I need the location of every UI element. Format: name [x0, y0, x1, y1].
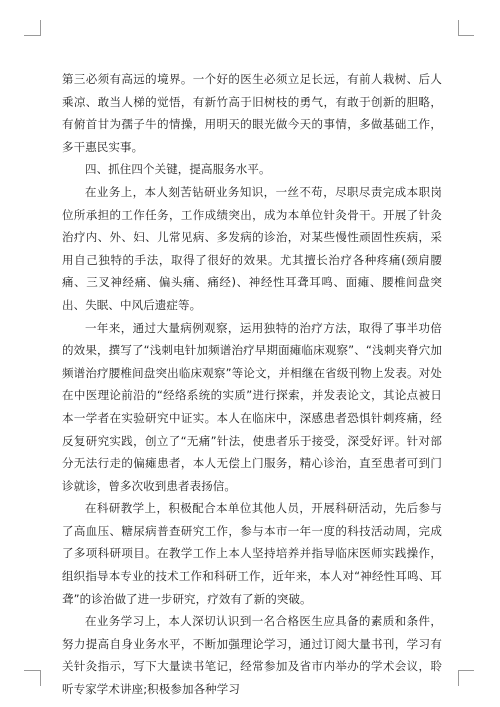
- document-body: [62, 68, 442, 701]
- crop-mark-bottom-left: [24, 670, 40, 671]
- crop-mark-bottom-right: [458, 670, 474, 671]
- crop-mark-bottom-left: [40, 670, 41, 686]
- crop-mark-top-right: [458, 20, 459, 36]
- section-heading: 四、抓住四个关键，提高服务水平。: [85, 162, 271, 177]
- paragraph: 在业务上，本人刻苦钻研业务知识，一丝不苟，尽职尽责完成本职岗位所承担的工作任务，工作成绩突出，成为本单位针灸骨干。开展了针灸治疗内、外、妇、儿常见病、多发病的诊治，对某些慢性顽固性疾病，采用自己独特的手法，取得了很好的效果。尤其擅长治疗各种疼痛(颈肩腰痛、三叉神经痛、偏头痛、痛经)、神经性耳聋耳鸣、面瘫、腰椎间盘突出、失眠、中风后遗症等。: [62, 184, 442, 312]
- paragraph: 一年来，通过大量病例观察，运用独特的治疗方法，取得了事半功倍的效果，撰写了“浅刺电针加频谱治疗早期面瘫临床观察”、“浅刺夹脊穴加频谱治疗腰椎间盘突出临床观察”等论文，并相继在省级刊物上发表。对处在中医理论前沿的“经络系统的实质”进行探索，并发表论文，其论点被日本一学者在实验研究中证实。本人在临床中，深感患者恐惧针刺疼痛，经反复研究实践，创立了“无痛”针法，使患者乐于接受，深受好评。针对部分无法行走的偏瘫患者，本人无偿上门服务，精心诊治，直至患者可到门诊就诊，曾多次收到患者表扬信。: [62, 320, 442, 493]
- crop-mark-bottom-right: [458, 670, 459, 686]
- paragraph: 在科研教学上，积极配合本单位其他人员，开展科研活动，先后参与了高血压、糖尿病普查研究工作，参与本市一年一度的科技活动周，完成了多项科研项目。在教学工作上本人坚持培养并指导临床医师实践操作，组织指导本专业的技术工作和科研工作，近年来，本人对“神经性耳鸣、耳聋”的诊治做了进一步研究，疗效有了新的突破。: [62, 501, 442, 606]
- crop-mark-top-left: [24, 35, 40, 36]
- crop-mark-top-right: [458, 35, 474, 36]
- paragraph: 第三必须有高远的境界。一个好的医生必须立足长远，有前人栽树、后人乘凉、敢当人梯的觉悟，有新竹高于旧树枝的勇气，有敢于创新的胆略，有俯首甘为孺子牛的情操，用明天的眼光做今天的事情，多做基础工作，多干惠民实事。: [62, 72, 442, 154]
- crop-mark-top-left: [40, 20, 41, 36]
- paragraph: 在业务学习上，本人深切认识到一名合格医生应具备的素质和条件，努力提高自身业务水平，不断加强理论学习，通过订阅大量书刊，学习有关针灸指示，写下大量读书笔记，经常参加及省市内举办的学术会议，聆听专家学术讲座;积极参加各种学习: [62, 614, 442, 697]
